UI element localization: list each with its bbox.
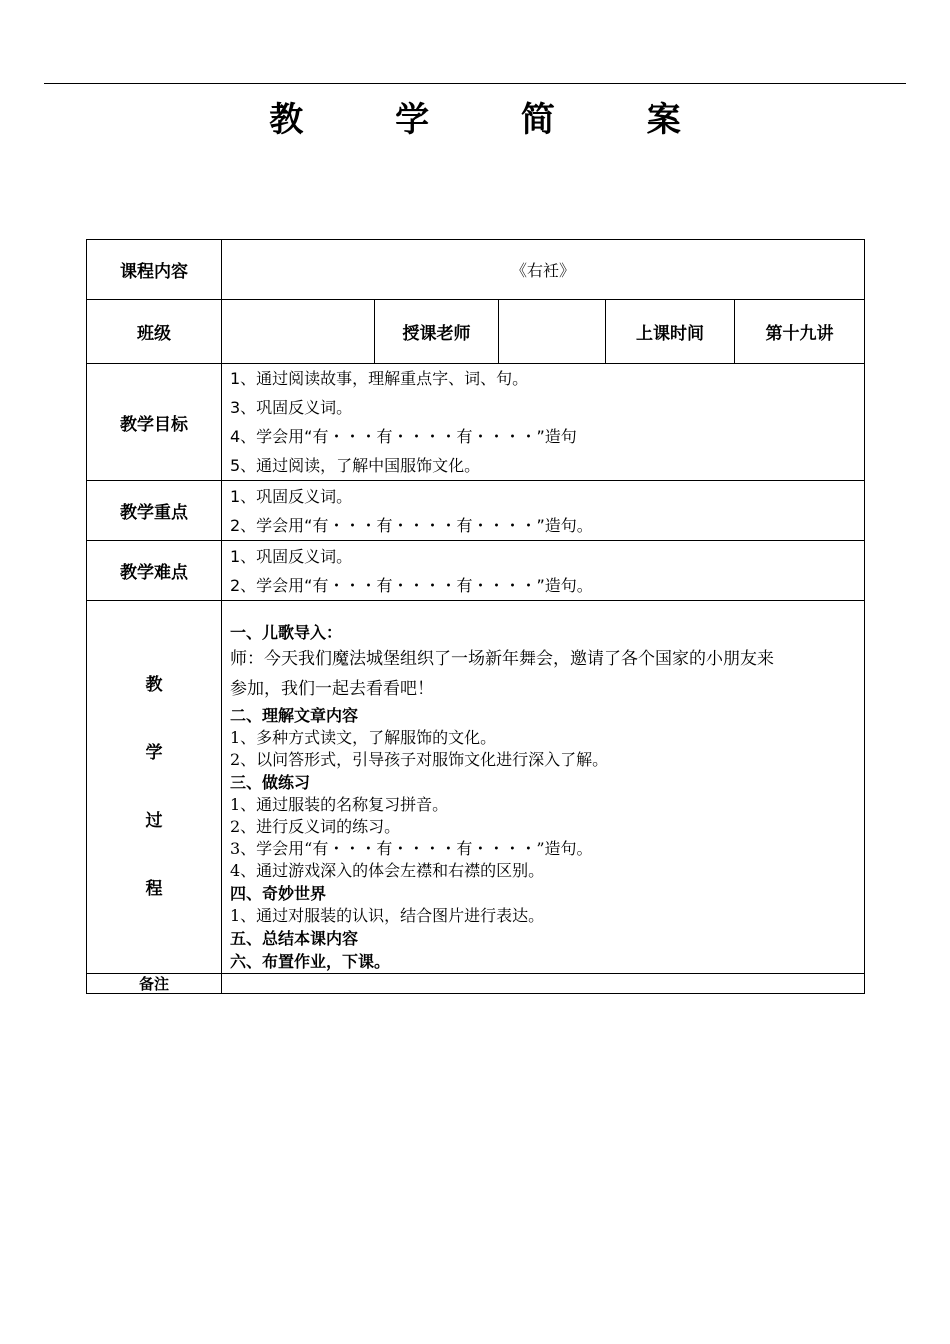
key-point-line: 2、学会用“有・・・有・・・・有・・・・”造句。: [230, 515, 593, 535]
course-row: [87, 240, 865, 300]
section-heading: 一、儿歌导入：: [230, 623, 343, 642]
time-label: 上课时间: [606, 300, 735, 364]
difficulty-line: 2、学会用“有・・・有・・・・有・・・・”造句。: [230, 575, 593, 595]
section-heading: 二、理解文章内容: [230, 706, 359, 725]
course-value: 《右衽》: [222, 240, 865, 300]
section-heading: 四、奇妙世界: [230, 884, 327, 903]
process-label-char: 学: [145, 743, 163, 763]
process-line: 师：今天我们魔法城堡组织了一场新年舞会，邀请了各个国家的小朋友来: [230, 649, 774, 669]
goal-line: 3、巩固反义词。: [230, 398, 353, 417]
goals-row: [87, 364, 865, 481]
process-line: 1、通过服装的名称复习拼音。: [230, 795, 449, 814]
key-points-content: [222, 481, 865, 541]
process-line: 1、通过对服装的认识，结合图片进行表达。: [230, 906, 545, 925]
difficulties-content: [222, 541, 865, 601]
goal-line: 4、学会用“有・・・有・・・・有・・・・”造句: [230, 427, 577, 446]
lesson-plan-table: [86, 239, 865, 994]
course-label: 课程内容: [87, 240, 222, 300]
class-value: [222, 300, 375, 364]
process-line: 2、进行反义词的练习。: [230, 817, 401, 836]
notes-value: [222, 974, 865, 994]
teacher-label: 授课老师: [375, 300, 499, 364]
section-heading: 三、做练习: [230, 773, 311, 792]
class-label: 班级: [87, 300, 222, 364]
process-line: 3、学会用“有・・・有・・・・有・・・・”造句。: [230, 839, 593, 858]
info-row: [87, 300, 865, 364]
difficulty-line: 1、巩固反义词。: [230, 546, 353, 566]
header-rule: [44, 83, 906, 84]
key-points-row: [87, 481, 865, 541]
goals-label: 教学目标: [87, 364, 222, 481]
difficulties-label: 教学难点: [87, 541, 222, 601]
process-row: [87, 601, 865, 974]
section-heading: 六、布置作业，下课。: [230, 952, 391, 971]
key-points-label: 教学重点: [87, 481, 222, 541]
process-line: 4、通过游戏深入的体会左襟和右襟的区别。: [230, 861, 545, 880]
teacher-value: [499, 300, 606, 364]
goals-content: [222, 364, 865, 481]
process-content: [222, 601, 865, 974]
process-label-char: 教: [145, 675, 163, 695]
time-value: 第十九讲: [735, 300, 865, 364]
process-label-char: 过: [145, 811, 163, 831]
process-label-char: 程: [145, 879, 163, 899]
goal-line: 1、通过阅读故事，理解重点字、词、句。: [230, 369, 529, 388]
process-line: 1、多种方式读文，了解服饰的文化。: [230, 728, 497, 747]
document-title: 教 学 简 案: [269, 100, 721, 140]
section-heading: 五、总结本课内容: [230, 929, 359, 948]
goal-line: 5、通过阅读，了解中国服饰文化。: [230, 456, 481, 475]
process-line: 参加，我们一起去看看吧！: [230, 679, 434, 699]
difficulties-row: [87, 541, 865, 601]
process-label: [87, 601, 222, 974]
notes-row: [87, 974, 865, 994]
key-point-line: 1、巩固反义词。: [230, 486, 353, 506]
process-line: 2、以问答形式，引导孩子对服饰文化进行深入了解。: [230, 750, 609, 769]
notes-label: 备注: [87, 974, 222, 994]
